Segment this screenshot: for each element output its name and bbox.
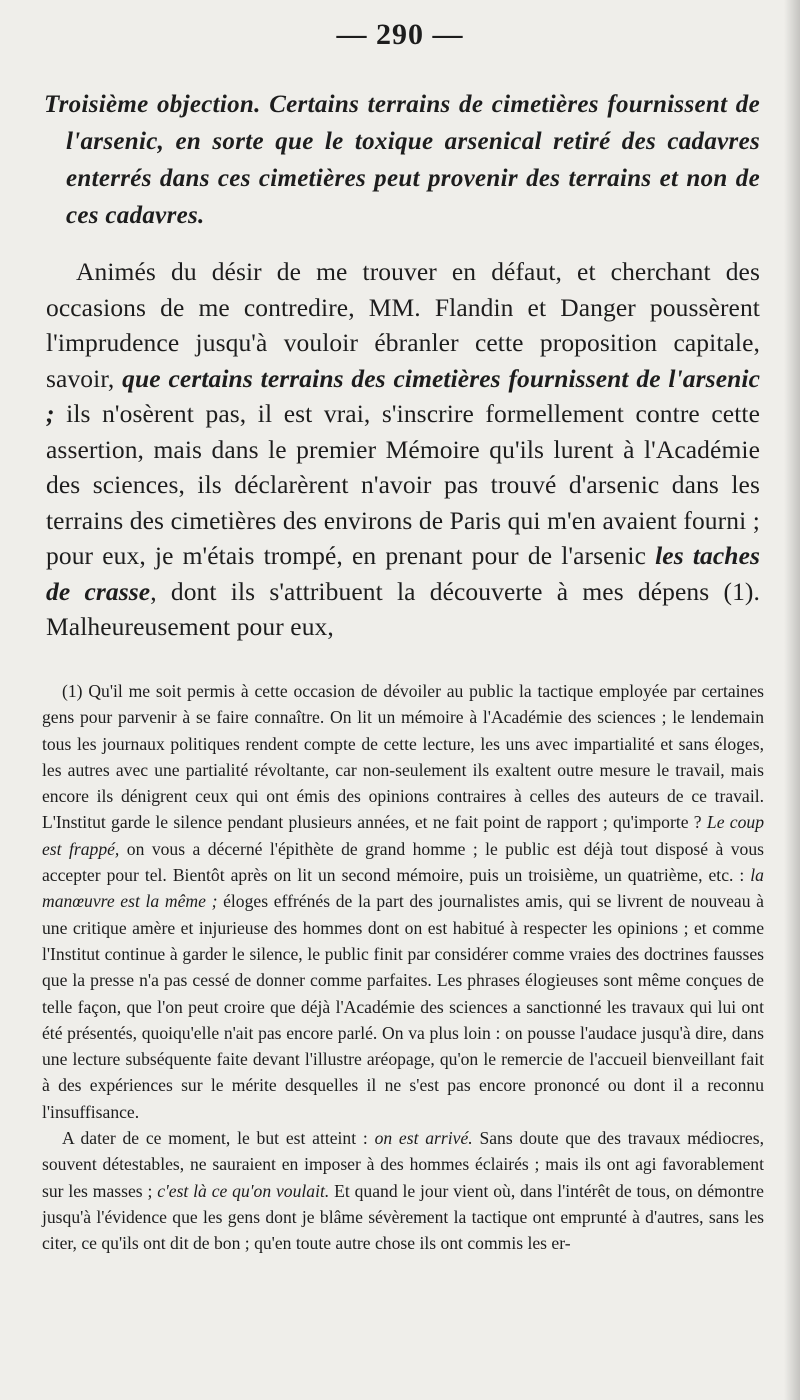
objection-heading <box>44 86 760 234</box>
main-italic-1: que certains terrains des cimetières fournissent de l'arsenic ; <box>46 363 760 428</box>
footnote-1-text-c: éloges effrénés de la part des journalistes amis, qui se livrent de nouveau à une critique amère et injurieuse des hommes dont on est habitué à respecter les opinions ; et comme l'Institut continue à garder le silence, le public finit par considérer comme vraies des doctrines fausses que la presse n'a pas cessé de donner comme parfaites. Les phrases élogieuses sont même conçues de telle façon, que l'on peut croire que déjà l'Académie des sciences a sanctionné les travaux qui lui ont été présentés, quoiqu'elle n'ait pas encore parlé. On va plus loin : on pousse l'audace jusqu'à dire, dans une lecture subséquente faite devant l'illustre aréopage, qu'on le remercie de l'accueil bienveillant fait à des expériences sur le mérite desquelles il ne s'est pas encore prononcé ou dont il a reconnu l'insuffisance. <box>42 891 764 1122</box>
page-edge-shadow <box>784 0 800 1400</box>
main-text-1: Animés du désir de me trouver en défaut, et cherchant des occasions de me contredire, MM. Flandin et Danger poussèrent l'imprudence jusqu'à vouloir ébranler cette proposition capitale, savoir, <box>46 257 760 393</box>
footnote-2-text-a: A dater de ce moment, le but est atteint : <box>62 1128 368 1149</box>
footnote-2-text-b: Sans doute que des travaux médiocres, souvent détestables, ne sauraient en imposer à des hommes éclairés ; mais ils ont agi favorablement sur les masses ; <box>42 1128 764 1201</box>
footnote-paragraph-2 <box>42 1125 764 1256</box>
footnote-1-text-b: on vous a décerné l'épithète de grand homme ; le public est déjà tout disposé à vous accepter pour tel. Bientôt après on lit un second mémoire, puis un troisième, un quatrième, etc. : <box>42 838 764 886</box>
page-number: — 290 — <box>336 18 464 51</box>
footnote-1-text-a: (1) Qu'il me soit permis à cette occasion de dévoiler au public la tactique employée par certaines gens pour parvenir à se faire connaître. On lit un mémoire à l'Académie des sciences ; le lendemain tous les journaux politiques rendent compte de cette lecture, les uns avec impartialité et sans éloges, les autres avec une partialité révoltante, car non-seulement ils exaltent outre mesure le travail, mais encore ils dénigrent ceux qui ont émis des opinions contraires à celles des auteurs de ce travail. L'Institut garde le silence pendant plusieurs années, et ne fait point de rapport ; qu'importe ? <box>42 681 764 833</box>
footnotes <box>42 678 764 1257</box>
objection-text: Certains terrains de cimetières fournissent de l'arsenic, en sorte que le toxique arsenical retiré des cadavres enterrés dans ces cimetières peut provenir des terrains et non de ces cadavres. <box>66 91 761 229</box>
footnote-2-italic-2: c'est là ce qu'on voulait. <box>157 1180 330 1201</box>
main-text-2: ils n'osèrent pas, il est vrai, s'inscrire formellement contre cette assertion, mais dans le premier Mémoire qu'ils lurent à l'Académie des sciences, ils déclarèrent n'avoir pas trouvé d'arsenic dans les terrains des cimetières des environs de Paris qui m'en avaient fourni ; pour eux, je m'étais trompé, en prenant pour de l'arsenic <box>46 399 760 570</box>
footnote-1-italic-1: Le coup est frappé, <box>42 812 764 859</box>
footnote-2-italic-1: on est arrivé. <box>374 1128 473 1149</box>
footnote-1-italic-2: la manœuvre est la même ; <box>42 865 764 912</box>
main-text-3: , dont ils s'attribuent la découverte à mes dépens (1). Malheureusement pour eux, <box>46 576 760 641</box>
objection-label: Troisième objection. <box>44 91 261 118</box>
footnote-2-text-c: Et quand le jour vient où, dans l'intérêt de tous, on démontre jusqu'à l'évidence que les gens dont je blâme sévèrement la tactique ont emprunté à d'autres, sans les citer, ce qu'ils ont dit de bon ; qu'en toute autre chose ils ont commis les er- <box>42 1180 764 1254</box>
main-italic-2: les taches de crasse <box>46 541 761 606</box>
footnote-paragraph-1 <box>42 678 764 1125</box>
main-paragraph <box>46 254 760 645</box>
